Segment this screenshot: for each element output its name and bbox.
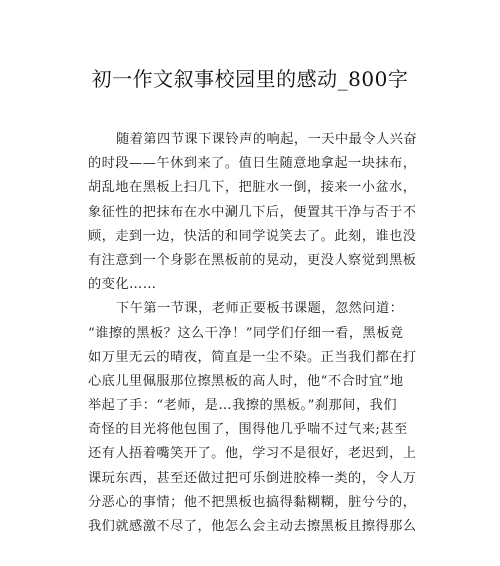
paragraph-2-line-6: 奇怪的目光将他包围了，围得他几乎喘不过气来;甚至 — [88, 422, 408, 438]
paragraph-2-line-10: 我们就感激不尽了，他怎么会主动去擦黑板且擦得那么 — [88, 519, 417, 534]
paragraph-2-line-7: 还有人捂着嘴笑开了。他，学习不是很好，老迟到，上 — [88, 446, 417, 462]
paragraph-2-line-1: 下午第一节课，老师正要板书课题，忽然问道： — [116, 301, 404, 317]
paragraph-1-line-4: 象征性的把抹布在水中涮几下后，便置其干净与否于不 — [88, 204, 417, 220]
paragraph-2-line-2: “谁擦的黑板？这么干净！”同学们仔细一看，黑板竟 — [88, 325, 404, 341]
paragraph-2-line-3: 如万里无云的晴夜，简直是一尘不染。正当我们都在打 — [88, 349, 417, 365]
paragraph-1-line-5: 顾，走到一边，快活的和同学说笑去了。此刻，谁也没 — [88, 228, 417, 244]
paragraph-2-line-9: 分恶心的事情；他不把黑板也搞得黏糊糊，脏兮兮的， — [88, 494, 417, 510]
paragraph-1-line-3: 胡乱地在黑板上扫几下，把脏水一倒，接来一小盆水， — [88, 180, 417, 196]
paragraph-1-line-6: 有注意到一个身影在黑板前的晃动，更没人察觉到黑板 — [88, 252, 417, 268]
paragraph-1-line-1: 随着第四节课下课铃声的响起，一天中最令人兴奋 — [116, 132, 418, 147]
paragraph-2-line-4: 心底儿里佩服那位擦黑板的高人时，他“不合时宜”地 — [88, 373, 404, 389]
paragraph-1-line-2: 的时段——午休到来了。值日生随意地拿起一块抹布， — [88, 156, 417, 172]
paragraph-2-line-8: 课玩东西，甚至还做过把可乐倒进胶棒一类的，令人万 — [88, 470, 417, 486]
paragraph-2-line-5: 举起了手：“老师，是…我擦的黑板。”刹那间，我们 — [88, 398, 398, 414]
document-title: 初一作文叙事校园里的感动_800字 — [91, 67, 409, 91]
paragraph-1-line-7: 的变化…… — [88, 277, 157, 293]
document-body — [88, 128, 426, 539]
